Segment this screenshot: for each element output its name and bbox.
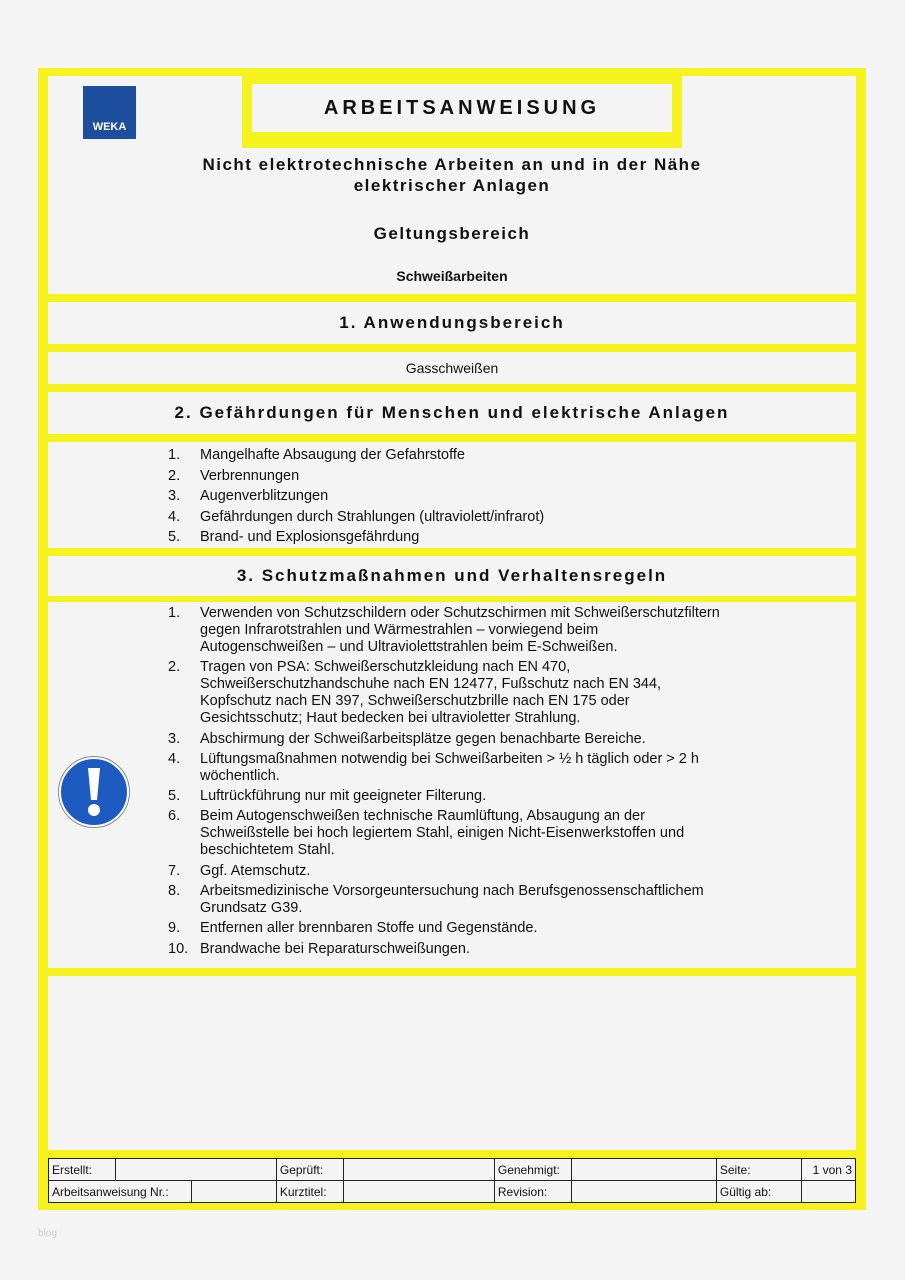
list-item [48,659,856,727]
seite-value: 1 von 3 [801,1159,855,1181]
document-frame [38,68,866,1210]
list-item [48,751,856,785]
item-number: 2. [168,659,181,676]
item-number: 3. [168,488,181,504]
erstellt-field[interactable] [116,1159,277,1181]
item-text: Augenverblitzungen [200,488,329,504]
item-line: Abschirmung der Schweißarbeitsplätze gegen benachbarte Bereiche. [200,730,646,747]
list-item [48,788,856,805]
item-line: beschichtetem Stahl. [200,842,335,859]
item-line: Tragen von PSA: Schweißerschutzkleidung nach EN 470, [200,659,571,676]
footer-table [48,1158,856,1203]
revision-label: Revision: [494,1181,571,1203]
seite-label: Seite: [716,1159,801,1181]
item-line: wöchentlich. [200,767,280,784]
item-line: Ggf. Atemschutz. [200,862,311,879]
section1-text: Gasschweißen [48,352,856,384]
subtitle-line: Nicht elektrotechnische Arbeiten an und in der Nähe [202,155,702,174]
item-line: Arbeitsmedizinische Vorsorgeuntersuchung nach Berufsgenossenschaftlichem [200,883,704,900]
geprueft-field[interactable] [343,1159,494,1181]
item-number: 1. [168,447,181,463]
document-title: ARBEITSANWEISUNG [252,84,672,132]
weka-logo: WEKA [83,86,136,139]
list-item [48,941,856,958]
item-number: 2. [168,467,181,484]
list-item [48,920,856,937]
geprueft-label: Geprüft: [276,1159,343,1181]
item-line: Verwenden von Schutzschildern oder Schutzschirmen mit Schweißerschutzfiltern [200,605,720,621]
item-number: 1. [168,605,181,621]
item-line: Entfernen aller brennbaren Stoffe und Gegenstände. [200,920,538,937]
item-number: 4. [168,508,181,525]
item-line: Lüftungsmaßnahmen notwendig bei Schweißarbeiten > ½ h täglich oder > 2 h [200,750,699,767]
nr-field[interactable] [191,1181,276,1203]
item-number: 7. [168,862,181,879]
item-line: Schweißerschutzhandschuhe nach EN 12477, Fußschutz nach EN 344, [200,676,662,693]
item-line: gegen Infrarotstrahlen und Wärmestrahlen – vorwiegend beim [200,622,599,638]
item-text: Mangelhafte Absaugung der Gefahrstoffe [200,447,465,463]
subtitle [48,154,856,196]
item-line: Schweißstelle bei hoch legiertem Stahl, einigen Nicht-Eisenwerkstoffen und [200,825,685,842]
item-line: Grundsatz G39. [200,900,303,917]
section2-heading: 2. Gefährdungen für Menschen und elektrische Anlagen [48,392,856,434]
item-number: 9. [168,920,181,937]
item-number: 6. [168,808,181,825]
list-item [48,883,856,917]
list-item [48,808,856,859]
list-item [48,445,856,466]
section1-heading: 1. Anwendungsbereich [48,302,856,344]
item-number: 5. [168,529,181,545]
item-text: Brand- und Explosionsgefährdung [200,529,420,545]
list-item [48,486,856,507]
scope-heading: Geltungsbereich [373,224,531,243]
kurztitel-field[interactable] [343,1181,494,1203]
genehmigt-field[interactable] [571,1159,716,1181]
item-line: Brandwache bei Reparaturschweißungen. [200,940,471,957]
scope-value: Schweißarbeiten [396,268,508,284]
item-line: Gesichtsschutz; Haut bedecken bei ultravioletter Strahlung. [200,710,581,727]
subtitle-line: elektrischer Anlagen [353,176,551,195]
kurztitel-label: Kurztitel: [276,1181,343,1203]
empty-section [48,976,856,1150]
title-frame [242,76,682,148]
list-item [48,466,856,487]
item-number: 5. [168,788,181,805]
section3-list [48,602,856,968]
list-item [48,527,856,548]
item-number: 10. [168,940,189,957]
revision-field[interactable] [571,1181,716,1203]
list-item [48,731,856,748]
item-line: Kopfschutz nach EN 397, Schweißerschutzbrille nach EN 175 oder [200,693,630,710]
item-number: 4. [168,750,181,767]
item-line: Beim Autogenschweißen technische Raumlüftung, Absaugung an der [200,808,645,825]
watermark: blog [38,1228,57,1239]
list-item [48,863,856,880]
item-number: 8. [168,883,181,900]
item-text: Verbrennungen [200,467,300,484]
nr-label: Arbeitsanweisung Nr.: [49,1181,192,1203]
section2-list [48,442,856,548]
item-text: Gefährdungen durch Strahlungen (ultraviolett/infrarot) [200,508,545,525]
gueltig-label: Gültig ab: [716,1181,801,1203]
list-item [48,605,856,656]
list-item [48,507,856,528]
header-section [48,76,856,294]
gueltig-field[interactable] [801,1181,855,1203]
section3-heading: 3. Schutzmaßnahmen und Verhaltensregeln [48,556,856,596]
item-line: Luftrückführung nur mit geeigneter Filterung. [200,788,487,805]
item-number: 3. [168,730,181,747]
genehmigt-label: Genehmigt: [494,1159,571,1181]
erstellt-label: Erstellt: [49,1159,116,1181]
item-line: Autogenschweißen – und Ultraviolettstrahlen beim E-Schweißen. [200,639,618,655]
